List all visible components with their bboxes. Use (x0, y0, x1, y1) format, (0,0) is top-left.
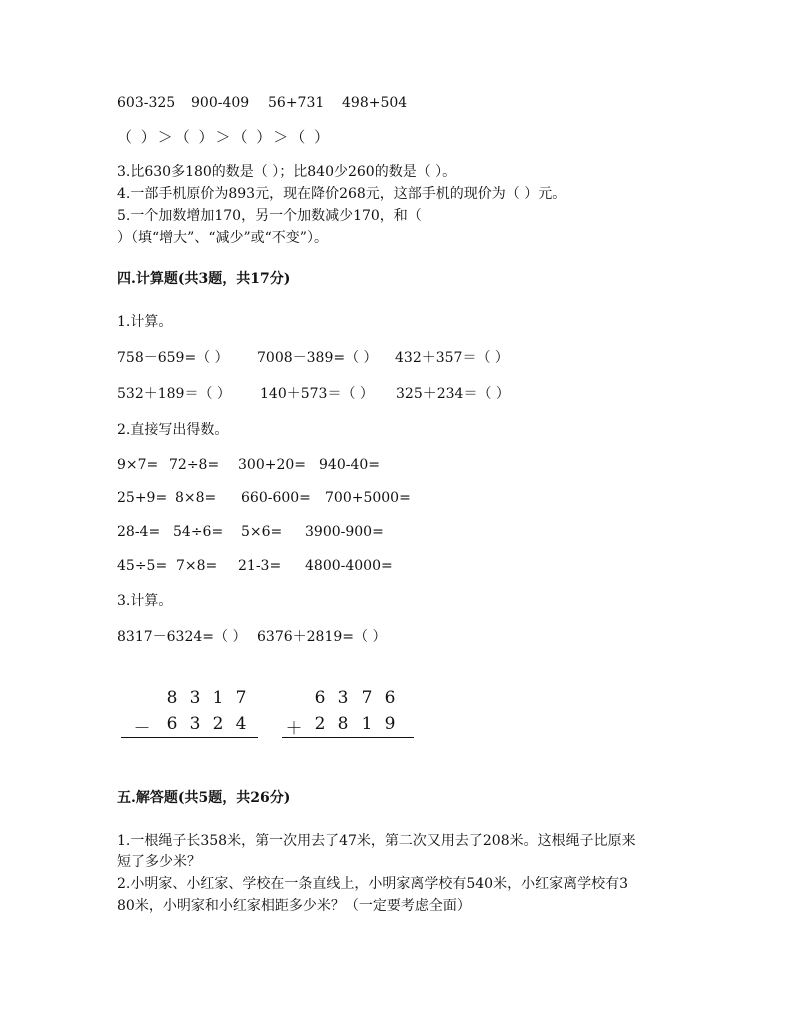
mental-math-item: 940-40= (319, 457, 380, 473)
expression-2: 900-409 (191, 95, 250, 111)
calc-item: 432＋357＝（ ） (395, 350, 509, 366)
digit: 8 (166, 688, 178, 708)
calc-item: 325＋234＝（ ） (396, 386, 510, 402)
digit: 2 (314, 714, 326, 734)
digit: 3 (337, 688, 349, 708)
digit: 3 (189, 688, 201, 708)
mental-math-row-1 (117, 456, 380, 474)
digit: 7 (361, 688, 373, 708)
question-5-2-line2: 80米，小明家和小红家相距多少米？（一定要考虑全面） (117, 898, 471, 914)
expression-4: 498+504 (342, 95, 408, 111)
plus-sign: ＋ (285, 719, 303, 739)
mental-math-item: 4800-4000= (305, 558, 393, 574)
digit: 2 (212, 714, 224, 734)
mental-math-row-3 (117, 523, 384, 541)
expression-1: 603-325 (117, 95, 176, 111)
question-3-4: 4.一部手机原价为893元，现在降价268元，这部手机的现价为（ ）元。 (117, 186, 567, 202)
mental-math-item: 300+20= (238, 457, 306, 473)
question-5-1-line2: 短了多少米？ (117, 854, 201, 870)
mental-math-item: 3900-900= (305, 524, 384, 540)
calc-item: 140＋573＝（ ） (260, 386, 374, 402)
question-4-1-title: 1.计算。 (117, 314, 173, 330)
question-3-5-line1: 5.一个加数增加170，另一个加数减少170，和（ (117, 208, 422, 224)
question-5-2-line1: 2.小明家、小红家、学校在一条直线上，小明家离学校有540米，小红家离学校有3 (117, 876, 628, 892)
digit: 1 (212, 688, 224, 708)
vertical-subtraction (120, 688, 260, 748)
mental-math-row-4 (117, 557, 393, 575)
mental-math-item: 5×6= (241, 524, 283, 540)
minus-sign: － (133, 719, 151, 739)
vertical-addition (280, 688, 420, 748)
digit: 8 (337, 714, 349, 734)
digit: 3 (189, 714, 201, 734)
mental-math-item: 21-3= (238, 558, 282, 574)
question-4-3-row (117, 628, 387, 646)
digit: 6 (166, 714, 178, 734)
question-3-3: 3.比630多180的数是（ ）；比840少260的数是（ ）。 (117, 164, 457, 180)
digit: 6 (314, 688, 326, 708)
mental-math-item: 28-4= (117, 524, 161, 540)
digit: 6 (384, 688, 396, 708)
section-5-heading: 五.解答题(共5题，共26分) (117, 790, 291, 806)
calc-item: 758－659=（ ） (117, 350, 229, 366)
compare-order-blanks: （ ）＞（ ）＞（ ）＞（ ） (117, 128, 332, 146)
mental-math-row-2 (117, 489, 411, 507)
mental-math-item: 45÷5= (117, 558, 168, 574)
mental-math-item: 700+5000= (325, 490, 411, 506)
question-4-2-title: 2.直接写出得数。 (117, 422, 229, 438)
section-4-heading: 四.计算题(共3题，共17分) (117, 271, 291, 287)
question-5-1-line1: 1.一根绳子长358米，第一次用去了47米，第二次又用去了208米。这根绳子比原来 (117, 833, 636, 849)
digit: 7 (235, 688, 247, 708)
calc-item: 7008－389=（ ） (257, 350, 378, 366)
mental-math-item: 25+9= (117, 490, 168, 506)
mental-math-item: 660-600= (241, 490, 311, 506)
mental-math-item: 72÷8= (169, 457, 220, 473)
mental-math-item: 7×8= (176, 558, 218, 574)
question-4-1-row1 (117, 349, 509, 367)
question-3-5-line2: ）（填“增大”、“减少”或“不变”）。 (117, 230, 328, 246)
digit: 1 (361, 714, 373, 734)
question-4-3-title: 3.计算。 (117, 593, 173, 609)
question-4-1-row2 (117, 385, 510, 403)
vertical-subtraction-rule (121, 737, 258, 738)
mental-math-item: 9×7= (117, 457, 159, 473)
expression-3: 56+731 (268, 95, 325, 111)
digit: 4 (235, 714, 247, 734)
calc-item: 8317－6324=（ ） (117, 629, 247, 645)
vertical-addition-rule (282, 737, 414, 738)
digit: 9 (384, 714, 396, 734)
mental-math-item: 54÷6= (173, 524, 224, 540)
mental-math-item: 8×8= (175, 490, 217, 506)
calc-item: 6376＋2819=（ ） (257, 629, 387, 645)
compare-expressions (117, 94, 408, 112)
calc-item: 532＋189＝（ ） (117, 386, 231, 402)
